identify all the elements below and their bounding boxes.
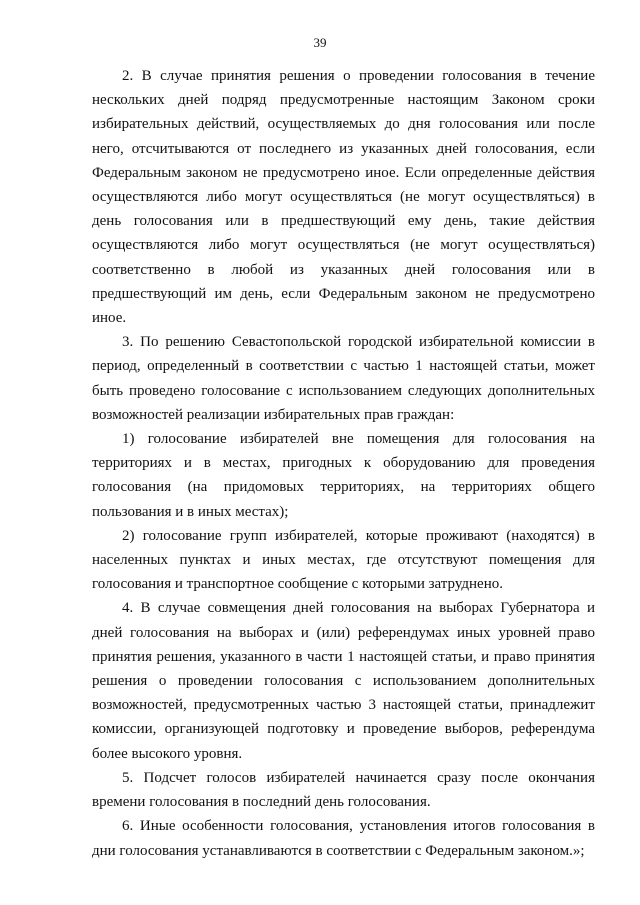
paragraph-subitem-2: 2) голосование групп избирателей, которые проживают (находятся) в населенных пунктах и иных местах, где отсутствуют помещения для голосования и транспортное сообщение с которыми затруднено. — [92, 527, 595, 593]
paragraph-item-4: 4. В случае совмещения дней голосования на выборах Губернатора и дней голосования на выборах и (или) референдумах иных уровней право принятия решения, указанного в части 1 настоящей статьи, и право принятия решения о проведении голосования с использованием дополнительных возможностей, предусмотренных частью 3 настоящей статьи, принадлежит комиссии, организующей подготовку и проведение выборов, референдума более высокого уровня. — [92, 600, 595, 762]
paragraph-item-2: 2. В случае принятия решения о проведении голосования в течение нескольких дней подряд предусмотренные настоящим Законом сроки избирательных действий, осуществляемых до дня голосования или после него, отсчитываются от последнего из указанных дней голосования, если Федеральным законом не предусмотрено иное. Если определенные действия осуществляются либо могут осуществляться (не могут осуществляться) в день голосования или в предшествующий ему день, такие действия осуществляются либо могут осуществляться (не могут осуществляться) соответственно в любой из указанных дней голосования или в предшествующий им день, если Федеральным законом не предусмотрено иное. — [92, 68, 595, 327]
paragraph-item-6: 6. Иные особенности голосования, установления итогов голосования в дни голосования устанавливаются в соответствии с Федеральным законом.»; — [92, 818, 595, 859]
document-body — [92, 64, 595, 863]
paragraph-item-5: 5. Подсчет голосов избирателей начинается сразу после окончания времени голосования в последний день голосования. — [92, 769, 595, 811]
paragraph-item-3: 3. По решению Севастопольской городской избирательной комиссии в период, определенный в соответствии с частью 1 настоящей статьи, может быть проведено голосование с использованием следующих дополнительных возможностей реализации избирательных прав граждан: — [92, 334, 595, 423]
page-number: 39 — [313, 35, 327, 50]
paragraph-subitem-1: 1) голосование избирателей вне помещения для голосования на территориях и в местах, пригодных к оборудованию для проведения голосования (на придомовых территориях, на территориях общего пользования и в иных местах); — [92, 431, 595, 520]
